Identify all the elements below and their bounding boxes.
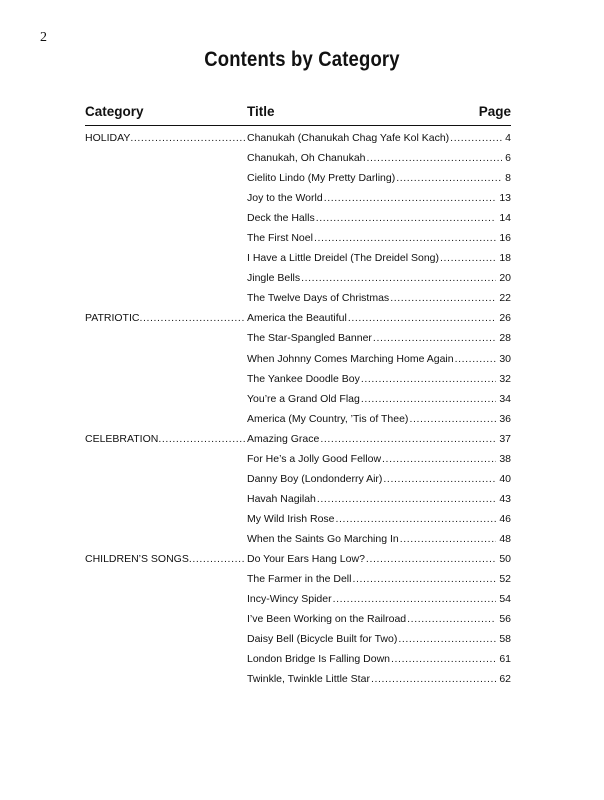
- page-ref: 61: [499, 653, 511, 666]
- contents-row: [85, 669, 511, 689]
- leader-dots: [397, 629, 496, 649]
- contents-row: [85, 188, 511, 208]
- category-text: HOLIDAY: [85, 132, 131, 144]
- page-ref: 4: [505, 132, 511, 144]
- song-title: Deck the Halls: [247, 212, 315, 225]
- leader-dots: [366, 148, 503, 168]
- leader-dots: [347, 308, 497, 328]
- leader-dots: [335, 509, 497, 529]
- song-entry: [247, 489, 511, 509]
- leader-dots: [360, 369, 496, 389]
- song-title: America the Beautiful: [247, 312, 347, 325]
- category-text: CHILDREN’S SONGS: [85, 552, 189, 565]
- song-entry: [247, 389, 511, 409]
- song-title: Do Your Ears Hang Low?: [247, 552, 365, 565]
- song-entry: [247, 509, 511, 529]
- page-ref: 26: [499, 312, 511, 325]
- leader-dots: [454, 349, 497, 369]
- contents-row: [85, 328, 511, 348]
- song-entry: [247, 549, 511, 569]
- leader-dots: [399, 529, 497, 549]
- song-entry: [247, 228, 511, 248]
- song-entry: [247, 529, 511, 549]
- song-entry: [247, 188, 511, 208]
- page-ref: 56: [499, 613, 511, 626]
- song-entry: [247, 429, 511, 449]
- leader-dots: [315, 208, 497, 228]
- contents-row: [85, 529, 511, 549]
- song-entry: [247, 469, 511, 489]
- contents-row: [85, 128, 511, 148]
- page-ref: 40: [499, 472, 511, 485]
- contents-row: [85, 549, 511, 569]
- song-title: Joy to the World: [247, 192, 323, 205]
- leader-dots: [408, 409, 496, 429]
- leader-dots: [316, 489, 496, 509]
- song-title: Jingle Bells: [247, 272, 301, 285]
- song-entry: [247, 449, 511, 469]
- page-ref: 20: [499, 272, 511, 285]
- leader-dots: [365, 549, 496, 569]
- leader-dots: [313, 228, 496, 248]
- song-title: Danny Boy (Londonderry Air): [247, 472, 383, 485]
- contents-row: [85, 208, 511, 228]
- header-category: Category: [85, 104, 144, 119]
- category-text: CELEBRATION: [85, 432, 159, 445]
- leader-dots: [332, 589, 497, 609]
- song-title: I Have a Little Dreidel (The Dreidel Song): [247, 252, 440, 265]
- contents-row: [85, 589, 511, 609]
- song-title: Cielito Lindo (My Pretty Darling): [247, 172, 396, 185]
- page-ref: 34: [499, 392, 511, 405]
- leader-dots: [439, 248, 496, 268]
- category-label: [85, 549, 245, 569]
- song-title: Daisy Bell (Bicycle Built for Two): [247, 633, 398, 646]
- song-entry: [247, 349, 511, 369]
- leader-dots: [406, 609, 496, 629]
- contents-row: [85, 228, 511, 248]
- leader-dots: [395, 168, 502, 188]
- song-entry: [247, 308, 511, 328]
- song-entry: [247, 208, 511, 228]
- page-ref: 52: [499, 573, 511, 586]
- song-entry: [247, 168, 511, 188]
- song-entry: [247, 148, 511, 168]
- category-label: [85, 128, 245, 148]
- category-leader-dots: [189, 549, 245, 569]
- contents-row: [85, 308, 511, 328]
- contents-row: [85, 489, 511, 509]
- page-ref: 22: [499, 292, 511, 305]
- category-leader-dots: [139, 308, 245, 328]
- category-leader-dots: [130, 128, 245, 148]
- leader-dots: [382, 469, 496, 489]
- leader-dots: [360, 389, 496, 409]
- leader-dots: [449, 128, 502, 148]
- song-entry: [247, 649, 511, 669]
- contents-row: [85, 449, 511, 469]
- page-ref: 30: [499, 352, 511, 365]
- contents-row: [85, 288, 511, 308]
- contents-row: [85, 629, 511, 649]
- contents-row: [85, 248, 511, 268]
- page-ref: 38: [499, 452, 511, 465]
- page-ref: 62: [499, 673, 511, 686]
- page-ref: 13: [499, 192, 511, 205]
- song-title: When Johnny Comes Marching Home Again: [247, 352, 454, 365]
- contents-row: [85, 148, 511, 168]
- song-title: America (My Country, ’Tis of Thee): [247, 412, 409, 425]
- category-label: [85, 308, 245, 328]
- song-title: The First Noel: [247, 232, 313, 245]
- contents-row: [85, 569, 511, 589]
- leader-dots: [372, 328, 496, 348]
- song-title: When the Saints Go Marching In: [247, 532, 399, 545]
- page-ref: 46: [499, 512, 511, 525]
- page-ref: 36: [499, 412, 511, 425]
- contents-row: [85, 369, 511, 389]
- leader-dots: [381, 449, 496, 469]
- page-ref: 6: [505, 152, 511, 165]
- table-header: [85, 104, 511, 122]
- contents-row: [85, 349, 511, 369]
- header-page: Page: [478, 104, 511, 119]
- song-title: I’ve Been Working on the Railroad: [247, 613, 407, 626]
- contents-list: [85, 128, 511, 689]
- song-title: You’re a Grand Old Flag: [247, 392, 360, 405]
- contents-row: [85, 268, 511, 288]
- page-ref: 8: [505, 172, 511, 185]
- leader-dots: [323, 188, 497, 208]
- header-title: Title: [247, 104, 275, 119]
- page-ref: 16: [499, 232, 511, 245]
- leader-dots: [319, 429, 496, 449]
- contents-row: [85, 389, 511, 409]
- song-title: My Wild Irish Rose: [247, 512, 335, 525]
- leader-dots: [389, 288, 496, 308]
- contents-row: [85, 409, 511, 429]
- song-title: The Star-Spangled Banner: [247, 332, 372, 345]
- leader-dots: [370, 669, 496, 689]
- song-entry: [247, 288, 511, 308]
- page-ref: 28: [499, 332, 511, 345]
- leader-dots: [351, 569, 496, 589]
- song-title: Amazing Grace: [247, 432, 320, 445]
- song-title: Chanukah, Oh Chanukah: [247, 152, 366, 165]
- song-title: The Farmer in the Dell: [247, 573, 352, 586]
- page-ref: 58: [499, 633, 511, 646]
- contents-row: [85, 168, 511, 188]
- song-title: For He’s a Jolly Good Fellow: [247, 452, 382, 465]
- song-entry: [247, 569, 511, 589]
- page-ref: 14: [499, 212, 511, 225]
- song-title: Chanukah (Chanukah Chag Yafe Kol Kach): [247, 132, 450, 144]
- song-entry: [247, 268, 511, 288]
- contents-row: [85, 649, 511, 669]
- song-entry: [247, 589, 511, 609]
- song-title: Havah Nagilah: [247, 492, 316, 505]
- song-title: Twinkle, Twinkle Little Star: [247, 673, 370, 686]
- song-title: London Bridge Is Falling Down: [247, 653, 391, 666]
- page-ref: 54: [499, 593, 511, 606]
- song-entry: [247, 629, 511, 649]
- page-ref: 48: [499, 532, 511, 545]
- leader-dots: [390, 649, 496, 669]
- category-leader-dots: [158, 429, 245, 449]
- category-text: PATRIOTIC: [85, 312, 140, 325]
- song-title: The Yankee Doodle Boy: [247, 372, 360, 385]
- song-entry: [247, 609, 511, 629]
- contents-row: [85, 469, 511, 489]
- song-entry: [247, 128, 511, 148]
- leader-dots: [300, 268, 496, 288]
- page-ref: 50: [499, 552, 511, 565]
- song-entry: [247, 409, 511, 429]
- page-ref: 18: [499, 252, 511, 265]
- header-divider: [85, 125, 511, 126]
- song-entry: [247, 669, 511, 689]
- contents-row: [85, 609, 511, 629]
- song-entry: [247, 248, 511, 268]
- page-number: 2: [40, 30, 47, 45]
- contents-row: [85, 509, 511, 529]
- song-title: The Twelve Days of Christmas: [247, 292, 390, 305]
- page-ref: 32: [499, 372, 511, 385]
- category-label: [85, 429, 245, 449]
- song-entry: [247, 369, 511, 389]
- contents-row: [85, 429, 511, 449]
- song-title: Incy-Wincy Spider: [247, 593, 332, 606]
- page-title: Contents by Category: [204, 48, 400, 71]
- page-ref: 43: [499, 492, 511, 505]
- page-ref: 37: [499, 432, 511, 445]
- song-entry: [247, 328, 511, 348]
